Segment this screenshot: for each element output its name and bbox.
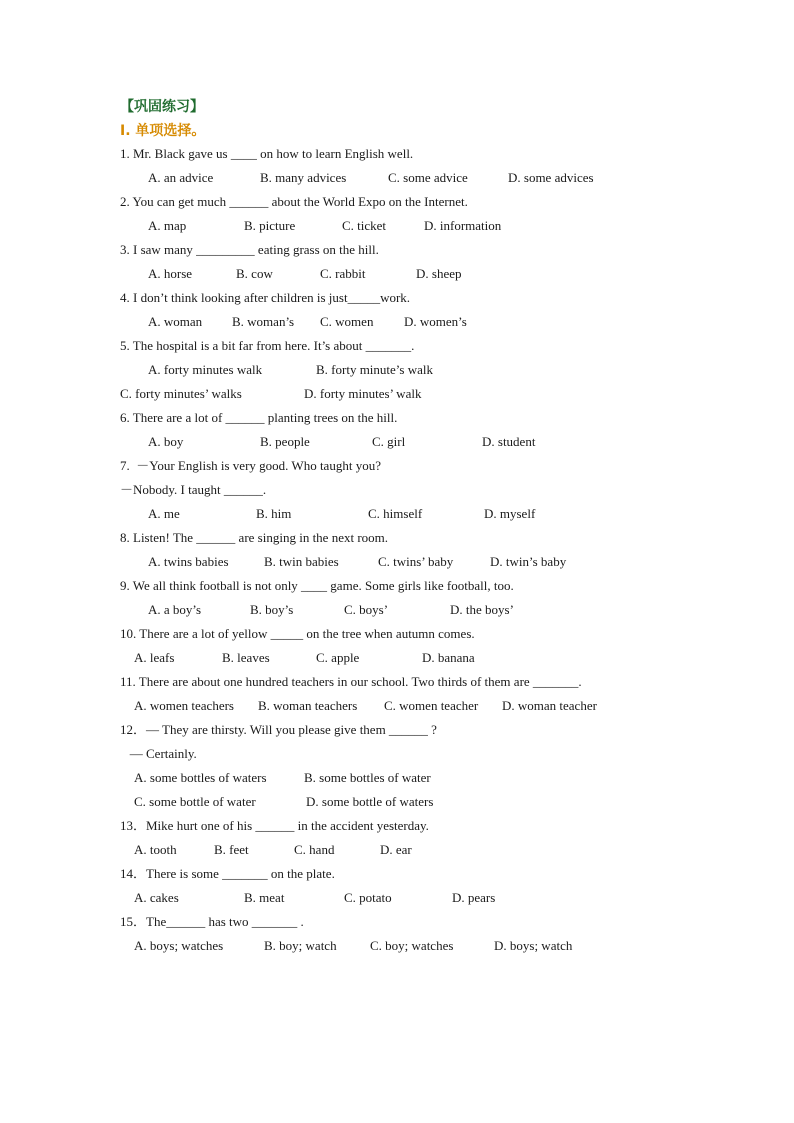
answer-option[interactable]: D. woman teacher	[502, 698, 597, 713]
answer-option[interactable]: B. cow	[236, 266, 273, 281]
answer-option[interactable]: C. women	[320, 314, 374, 329]
answer-option[interactable]: D. some advices	[508, 170, 594, 185]
answer-option[interactable]: D. twin’s baby	[490, 554, 567, 569]
answer-option[interactable]: B. many advices	[260, 170, 347, 185]
answer-option[interactable]: D. sheep	[416, 266, 462, 281]
question-stem: — Certainly.	[120, 746, 197, 761]
answer-option[interactable]: A. twins babies	[148, 554, 229, 569]
answer-option[interactable]: A. forty minutes walk	[148, 362, 263, 377]
answer-option[interactable]: A. leafs	[134, 650, 175, 665]
answer-option[interactable]: A. boys; watches	[134, 938, 224, 953]
answer-option[interactable]: B. woman’s	[232, 314, 295, 329]
answer-option[interactable]: B. twin babies	[264, 554, 339, 569]
question-stem: 12．— They are thirsty. Will you please give them ______ ?	[120, 722, 437, 737]
question-stem: 14．There is some _______ on the plate.	[120, 866, 335, 881]
answer-option[interactable]: A. me	[148, 506, 180, 521]
question-stem: 8. Listen! The ______ are singing in the next room.	[120, 530, 389, 545]
answer-option[interactable]: B. forty minute’s walk	[316, 362, 433, 377]
question-stem: 9. We all think football is not only ____ game. Some girls like football, too.	[120, 578, 514, 593]
question-stem: 1. Mr. Black gave us ____ on how to learn English well.	[120, 146, 414, 161]
answer-option[interactable]: C. himself	[368, 506, 423, 521]
answer-option[interactable]: A. horse	[148, 266, 193, 281]
answer-option[interactable]: C. apple	[316, 650, 360, 665]
question-stem: 5. The hospital is a bit far from here. It’s about _______.	[120, 338, 415, 353]
answer-option[interactable]: A. woman	[148, 314, 203, 329]
answer-option[interactable]: B. leaves	[222, 650, 270, 665]
answer-option[interactable]: C. boys’	[344, 602, 389, 617]
answer-option[interactable]: D. women’s	[404, 314, 467, 329]
answer-option[interactable]: B. some bottles of water	[304, 770, 431, 785]
answer-option[interactable]: C. boy; watches	[370, 938, 454, 953]
answer-option[interactable]: C. some advice	[388, 170, 468, 185]
question-stem: 6. There are a lot of ______ planting trees on the hill.	[120, 410, 398, 425]
question-stem: 4. I don’t think looking after children is just_____work.	[120, 290, 411, 305]
answer-option[interactable]: C. some bottle of water	[134, 794, 256, 809]
answer-option[interactable]: D. boys; watch	[494, 938, 573, 953]
question-stem: 11. There are about one hundred teachers in our school. Two thirds of them are _______.	[120, 674, 582, 689]
answer-option[interactable]: A. women teachers	[134, 698, 234, 713]
answer-option[interactable]: B. people	[260, 434, 310, 449]
answer-option[interactable]: C. rabbit	[320, 266, 366, 281]
answer-option[interactable]: B. feet	[214, 842, 249, 857]
answer-option[interactable]: D. information	[424, 218, 502, 233]
part-title: I. 单项选择。	[120, 123, 206, 139]
answer-option[interactable]: A. some bottles of waters	[134, 770, 267, 785]
answer-option[interactable]: C. hand	[294, 842, 335, 857]
answer-option[interactable]: B. meat	[244, 890, 285, 905]
question-stem: 7. －Your English is very good. Who taught you?	[120, 458, 381, 473]
answer-option[interactable]: D. the boys’	[450, 602, 514, 617]
answer-option[interactable]: C. ticket	[342, 218, 387, 233]
answer-option[interactable]: A. cakes	[134, 890, 179, 905]
answer-option[interactable]: B. him	[256, 506, 292, 521]
question-stem: 15．The______ has two _______ .	[120, 914, 304, 929]
answer-option[interactable]: D. some bottle of waters	[306, 794, 434, 809]
answer-option[interactable]: D. ear	[380, 842, 412, 857]
answer-option[interactable]: C. girl	[372, 434, 406, 449]
answer-option[interactable]: C. women teacher	[384, 698, 479, 713]
answer-option[interactable]: C. potato	[344, 890, 392, 905]
answer-option[interactable]: B. picture	[244, 218, 296, 233]
answer-option[interactable]: A. map	[148, 218, 187, 233]
answer-option[interactable]: D. forty minutes’ walk	[304, 386, 422, 401]
answer-option[interactable]: B. woman teachers	[258, 698, 358, 713]
question-stem: 13．Mike hurt one of his ______ in the accident yesterday.	[120, 818, 429, 833]
question-stem: 3. I saw many _________ eating grass on the hill.	[120, 242, 379, 257]
question-stem: 2. You can get much ______ about the World Expo on the Internet.	[120, 194, 468, 209]
answer-option[interactable]: D. myself	[484, 506, 536, 521]
answer-option[interactable]: A. a boy’s	[148, 602, 202, 617]
answer-option[interactable]: D. pears	[452, 890, 496, 905]
answer-option[interactable]: D. student	[482, 434, 536, 449]
answer-option[interactable]: C. twins’ baby	[378, 554, 454, 569]
question-stem: 10. There are a lot of yellow _____ on the tree when autumn comes.	[120, 626, 475, 641]
answer-option[interactable]: A. boy	[148, 434, 184, 449]
answer-option[interactable]: A. tooth	[134, 842, 177, 857]
question-stem: －Nobody. I taught ______.	[120, 482, 267, 497]
answer-option[interactable]: B. boy; watch	[264, 938, 337, 953]
answer-option[interactable]: D. banana	[422, 650, 475, 665]
answer-option[interactable]: C. forty minutes’ walks	[120, 386, 242, 401]
answer-option[interactable]: B. boy’s	[250, 602, 294, 617]
answer-option[interactable]: A. an advice	[148, 170, 214, 185]
section-title: 【巩固练习】	[120, 99, 204, 115]
